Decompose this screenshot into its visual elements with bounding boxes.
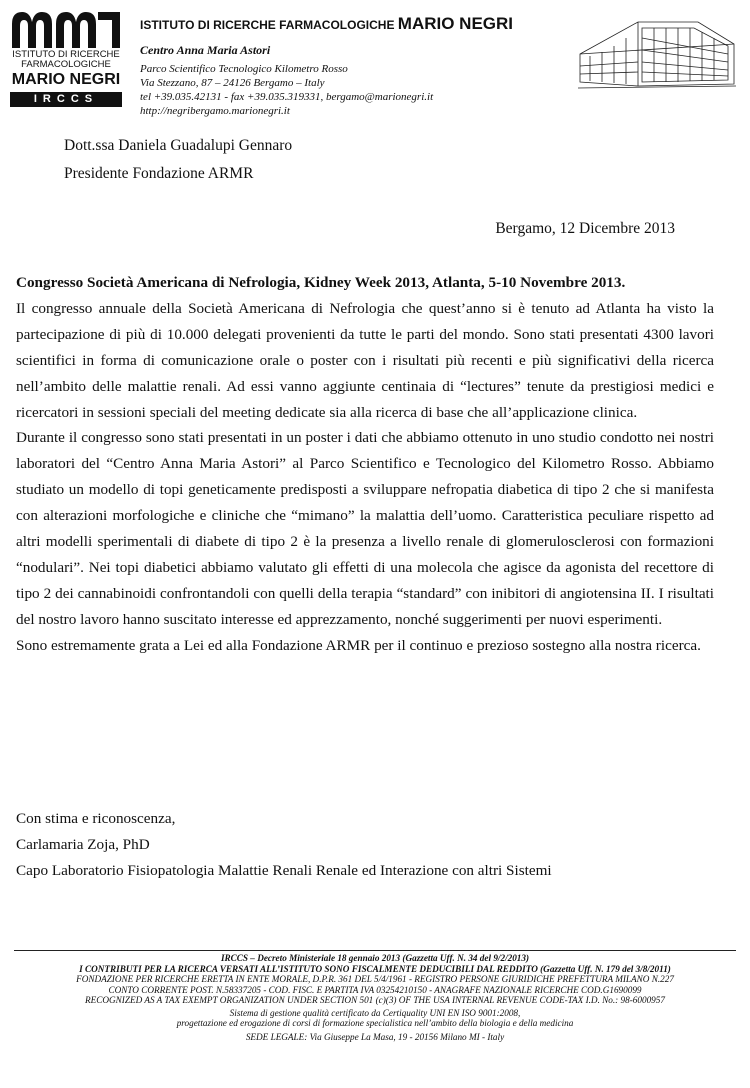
signer-title: Capo Laboratorio Fisiopatologia Malattie Renali Renale ed Interazione con altri Sistemi: [16, 862, 552, 879]
footer: [14, 953, 736, 1042]
recipient-name: Dott.ssa Daniela Guadalupi Gennaro: [64, 137, 293, 154]
institute-logo: [10, 10, 122, 106]
closing-text: Con stima e riconoscenza,: [16, 810, 176, 827]
footer-line: I CONTRIBUTI PER LA RICERCA VERSATI ALL’ISTITUTO SONO FISCALMENTE DEDUCIBILI DAL REDDITO (Gazzetta Uff. N. 179 del 3/8/2011): [79, 963, 671, 974]
letter-date: Bergamo, 12 Dicembre 2013: [495, 220, 675, 237]
footer-line: SEDE LEGALE: Via Giuseppe La Masa, 19 - 20156 Milano MI - Italy: [245, 1031, 505, 1042]
address-line: http://negribergamo.marionegri.it: [140, 105, 290, 117]
recipient-role: Presidente Fondazione ARMR: [64, 165, 254, 182]
address-line: Parco Scientifico Tecnologico Kilometro Rosso: [140, 63, 348, 75]
footer-divider: [14, 950, 736, 951]
institute-name: [140, 14, 513, 34]
letter-paragraph: Durante il congresso sono stati presentati in un poster i dati che abbiamo ottenuto in uno studio condotto nei nostri laboratori del “Centro Anna Maria Astori” al Parco Scientifico e Tecnologico del Kilometro Rosso. Abbiamo studiato un modello di topi geneticamente predisposti a sviluppare nefropatia diabetica di tipo 2 che si manifesta con alterazioni morfologiche e cliniche che “mimano” la malattia dell’uomo. Caratteristica peculiare rispetto ad altri modelli sperimentali di diabete di tipo 2 è la presenza a livello renale di glomerulosclerosi con formazioni “nodulari”. Nei topi diabetici abbiamo valutato gli effetti di una molecola che agisce da agonista del recettore di tipo 2 dei cannabinoidi confrontandoli con quelli della terapia “standard” con inibitori di angiotensina II. I risultati del nostro lavoro hanno suscitato interesse ed apprezzamento, nonché suggerimenti per nuovi esperimenti.: [16, 429, 714, 628]
footer-line: Sistema di gestione qualità certificato da Certiquality UNI EN ISO 9001:2008,: [229, 1007, 521, 1018]
logo-irccs-badge: IRCCS: [10, 92, 122, 107]
footer-line: progettazione ed erogazione di corsi di formazione specialistica nell’ambito della biologia e della medicina: [176, 1018, 574, 1028]
logo-line-1: ISTITUTO DI RICERCHE: [12, 49, 120, 60]
letter-paragraph: Il congresso annuale della Società Americana di Nefrologia che quest’anno si è tenuto ad Atlanta ha visto la partecipazione di più di 10.000 delegati provenienti da tutte le parti del mondo. Sono stati presentati 4300 lavori scientifici in forma di comunicazione orale o poster con i risultati più recenti e più significativi della ricerca nell’ambito delle malattie renali. Ad essi vanno aggiunte centinaia di “lectures” tenute da prestigiosi medici e ricercatori in sessioni speciali del meeting dedicate sia alla ricerca di base che all’applicazione clinica.: [16, 299, 714, 421]
address-line: tel +39.035.42131 - fax +39.035.319331, bergamo@marionegri.it: [140, 91, 434, 103]
footer-line: FONDAZIONE PER RICERCHE ERETTA IN ENTE MORALE, D.P.R. 361 DEL 5/4/1961 - REGISTRO PERSONE GIURIDICHE PREFETTURA MILANO N.227: [76, 974, 674, 984]
address-block: [140, 62, 433, 118]
mn-logo-mark: [10, 10, 122, 50]
logo-line-2: FARMACOLOGICHE: [21, 59, 111, 70]
letter-paragraph: Sono estremamente grata a Lei ed alla Fondazione ARMR per il continuo e prezioso sostegno alla nostra ricerca.: [16, 636, 701, 654]
footer-line: CONTO CORRENTE POST. N.58337205 - COD. FISC. E PARTITA IVA 03254210150 - ANAGRAFE NAZIONALE RICERCHE COD.G1690099: [108, 984, 642, 995]
institute-prefix: ISTITUTO DI RICERCHE FARMACOLOGICHE: [140, 18, 395, 32]
building-illustration: [578, 14, 736, 90]
logo-line-3: MARIO NEGRI: [11, 71, 121, 88]
signature-block: [16, 806, 552, 884]
footer-line: IRCCS – Decreto Ministeriale 18 gennaio 2013 (Gazzetta Uff. N. 34 del 9/2/2013): [220, 953, 530, 963]
center-name: Centro Anna Maria Astori: [140, 43, 271, 57]
letter-body: [16, 270, 714, 659]
footer-line: RECOGNIZED AS A TAX EXEMPT ORGANIZATION UNDER SECTION 501 (c)(3) OF THE USA INTERNAL REVENUE CODE-TAX I.D. No.: 98-6000957: [85, 995, 665, 1005]
signer-name: Carlamaria Zoja, PhD: [16, 836, 150, 853]
institute-name-bold: MARIO NEGRI: [397, 14, 514, 33]
letter-subject: Congresso Società Americana di Nefrologia, Kidney Week 2013, Atlanta, 5-10 Novembre 2013.: [16, 274, 626, 291]
address-line: Via Stezzano, 87 – 24126 Bergamo – Italy: [140, 77, 325, 89]
